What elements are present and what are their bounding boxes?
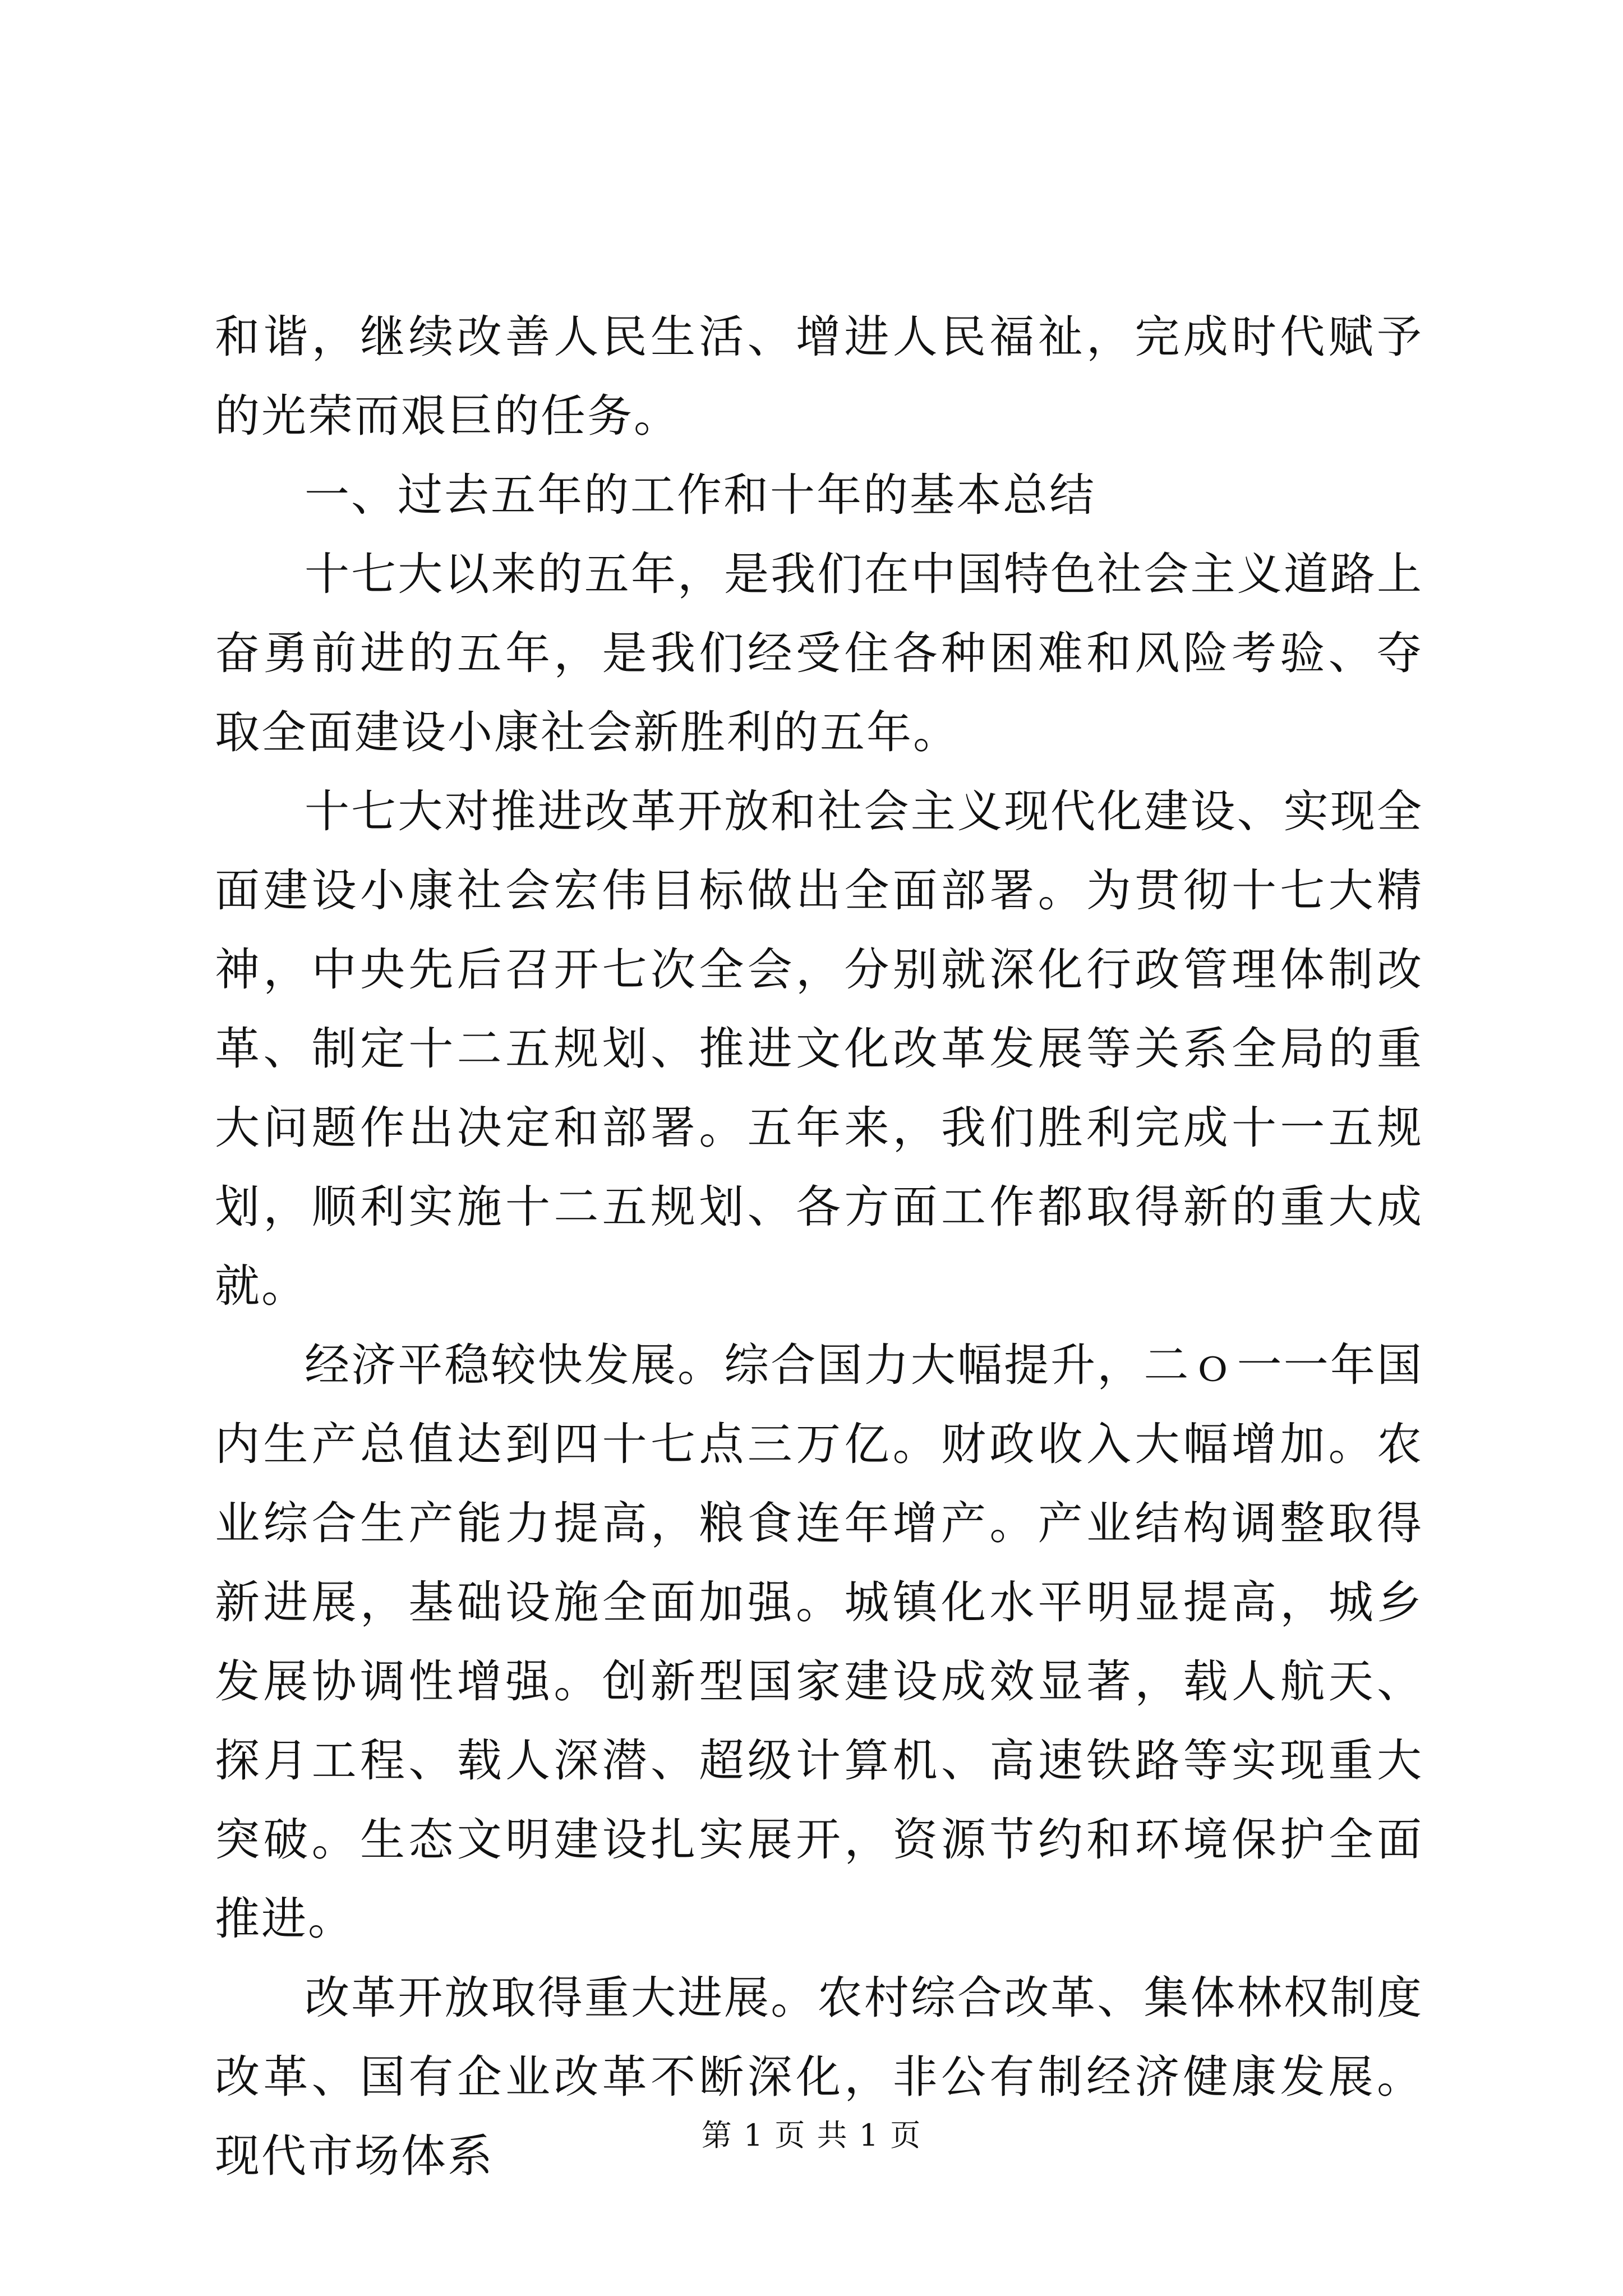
page-footer: 第 1 页 共 1 页 bbox=[701, 2118, 922, 2153]
paragraph: 经济平稳较快发展。综合国力大幅提升，二ｏ一一年国内生产总值达到四十七点三万亿。财政收入大幅增加。农业综合生产能力提高，粮食连年增产。产业结构调整取得新进展，基础设施全面加强。城镇化水平明显提高，城乡发展协调性增强。创新型国家建设成效显著，载人航天、探月工程、载人深潜、超级计算机、高速铁路等实现重大突破。生态文明建设扎实展开，资源节约和环境保护全面推进。 bbox=[215, 1339, 1423, 1945]
document-body bbox=[215, 297, 1423, 2196]
paragraph-continuation: 和谐，继续改善人民生活、增进人民福祉，完成时代赋予的光荣而艰巨的任务。 bbox=[215, 311, 1423, 442]
paragraph: 十七大对推进改革开放和社会主义现代化建设、实现全面建设小康社会宏伟目标做出全面部署。为贯彻十七大精神，中央先后召开七次全会，分别就深化行政管理体制改革、制定十二五规划、推进文化改革发展等关系全局的重大问题作出决定和部署。五年来，我们胜利完成十一五规划，顺利实施十二五规划、各方面工作都取得新的重大成就。 bbox=[215, 785, 1423, 1312]
section-heading: 一、过去五年的工作和十年的基本总结 bbox=[305, 469, 1096, 521]
paragraph: 改革开放取得重大进展。农村综合改革、集体林权制度改革、国有企业改革不断深化，非公有制经济健康发展。现代市场体系 bbox=[215, 1972, 1423, 2182]
paragraph: 十七大以来的五年，是我们在中国特色社会主义道路上奋勇前进的五年，是我们经受住各种困难和风险考验、夺取全面建设小康社会新胜利的五年。 bbox=[215, 548, 1423, 758]
